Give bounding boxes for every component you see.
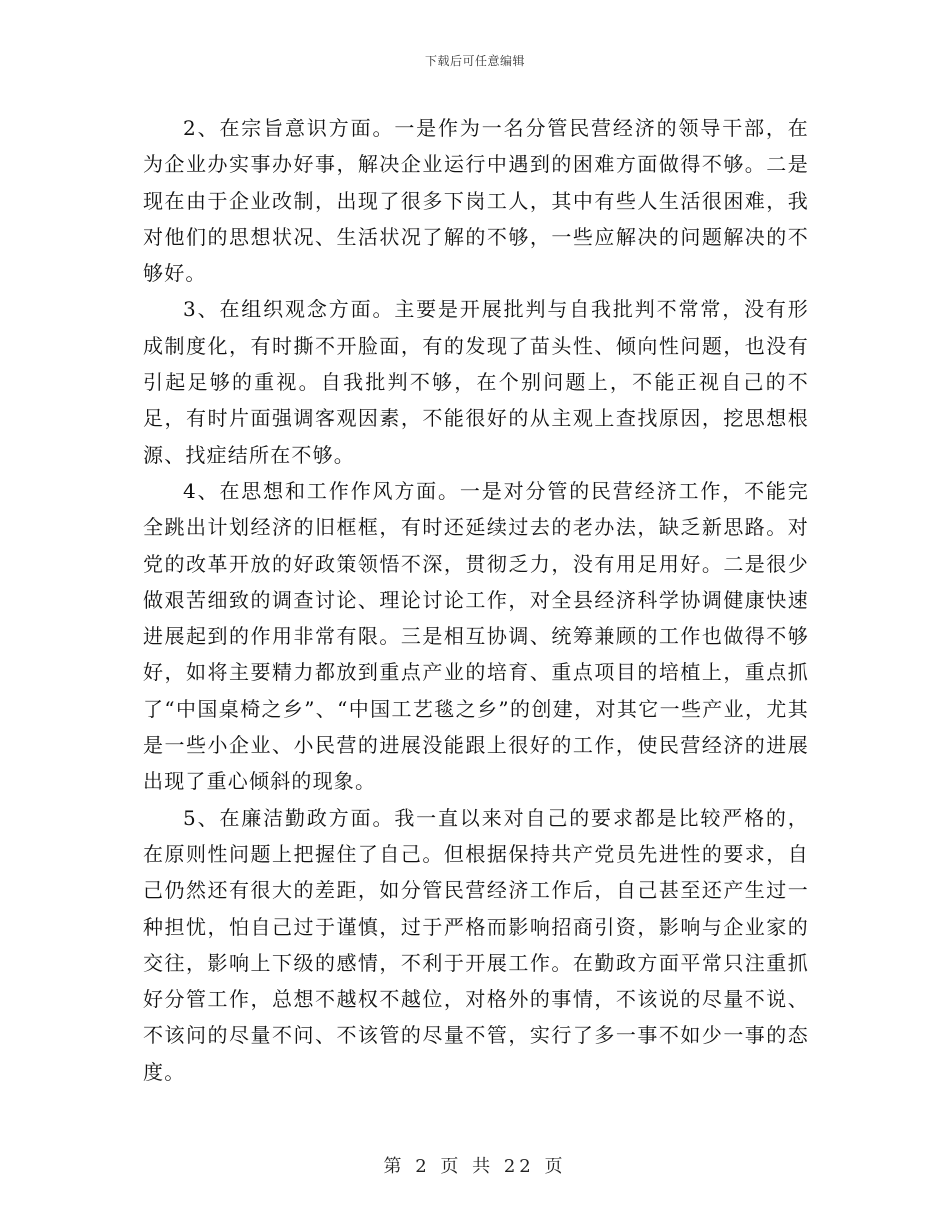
paragraph-thought-work-style: 4、在思想和工作作风方面。一是对分管的民营经济工作，不能完全跳出计划经济的旧框框，有时还延续过去的老办法，缺乏新思路。对党的改革开放的好政策领悟不深，贯彻乏力，没有用足用好。二是很少做艰苦细致的调查讨论、理论讨论工作，对全县经济科学协调健康快速进展起到的作用非常有限。三是相互协调、统筹兼顾的工作也做得不够好，如将主要精力都放到重点产业的培育、重点项目的培植上，重点抓了“中国桌椅之乡”、“中国工艺毯之乡”的创建，对其它一些产业，尤其是一些小企业、小民营的进展没能跟上很好的工作，使民营经济的进展出现了重心倾斜的现象。	[143, 478, 809, 794]
page-number-footer: 第 2 页 共 22 页	[383, 1156, 567, 1177]
paragraph-purpose-awareness: 2、在宗旨意识方面。一是作为一名分管民营经济的领导干部，在为企业办实事办好事，解决企业运行中遇到的困难方面做得不够。二是现在由于企业改制，出现了很多下岗工人，其中有些人生活很困难，我对他们的思想状况、生活状况了解的不够，一些应解决的问题解决的不够好。	[143, 116, 809, 286]
paragraph-integrity-diligence: 5、在廉洁勤政方面。我一直以来对自己的要求都是比较严格的，在原则性问题上把握住了自己。但根据保持共产党员先进性的要求，自己仍然还有很大的差距，如分管民营经济工作后，自己甚至还产生过一种担忧，怕自己过于谨慎，过于严格而影响招商引资，影响与企业家的交往，影响上下级的感情，不利于开展工作。在勤政方面平常只注重抓好分管工作，总想不越权不越位，对格外的事情，不该说的尽量不说、不该问的尽量不问、不该管的尽量不管，实行了多一事不如少一事的态度。	[143, 805, 809, 1084]
paragraph-organization-concept: 3、在组织观念方面。主要是开展批判与自我批判不常常，没有形成制度化，有时撕不开脸面，有的发现了苗头性、倾向性问题，也没有引起足够的重视。自我批判不够，在个别问题上，不能正视自己的不足，有时片面强调客观因素，不能很好的从主观上查找原因，挖思想根源、找症结所在不够。	[143, 297, 809, 467]
document-body	[143, 110, 809, 1090]
page-header: 下载后可任意编辑	[424, 54, 525, 68]
